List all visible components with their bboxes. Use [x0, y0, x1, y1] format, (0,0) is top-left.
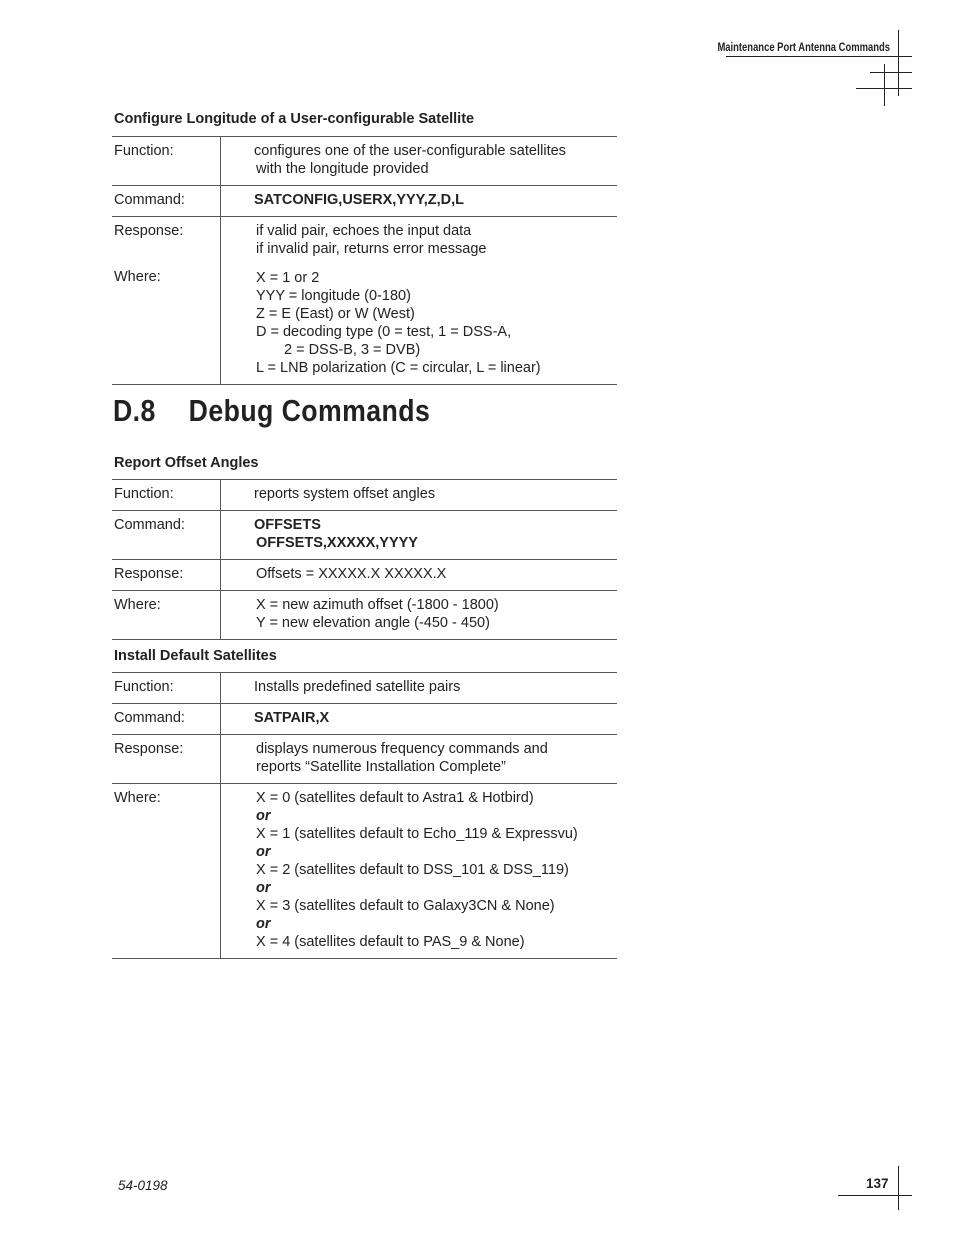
configure-table: [112, 136, 617, 385]
row-value: Offsets = XXXXX.X XXXXX.X: [256, 566, 447, 582]
row-value: configures one of the user-configurable satellites with the longitude provided: [254, 143, 566, 177]
row-label: Function:: [112, 137, 221, 185]
row-value: X = 0 (satellites default to Astra1 & Hotbird) or X = 1 (satellites default to Echo_119 & Expressvu) or X = 2 (satellites default to DSS_101 & DSS_119) or X = 3 (satellites default to Galaxy3CN & None) or X = 4 (satellites default to PAS_9 & None): [256, 790, 578, 950]
command-row: [112, 186, 617, 217]
page-number: 137: [866, 1176, 889, 1191]
install-section-title: Install Default Satellites: [114, 648, 277, 664]
section-heading: [113, 393, 430, 429]
document-number: 54-0198: [118, 1178, 168, 1193]
offset-table: [112, 479, 617, 640]
command-value: SATCONFIG,USERX,YYY,Z,D,L: [254, 192, 465, 208]
running-header: Maintenance Port Antenna Commands: [717, 42, 890, 54]
function-row: [112, 480, 617, 511]
function-row: [112, 137, 617, 186]
configure-section-title: Configure Longitude of a User-configurable Satellite: [114, 111, 475, 127]
offset-section-title: Report Offset Angles: [114, 455, 259, 471]
section-heading-title: Debug Commands: [188, 393, 431, 428]
where-row: [112, 784, 617, 959]
command-value: OFFSETS OFFSETS,XXXXX,YYYY: [254, 517, 418, 551]
row-label: Response:: [112, 735, 221, 783]
section-number: D.8: [113, 393, 156, 428]
row-label: Where:: [112, 591, 221, 639]
where-row: [112, 591, 617, 640]
function-row: [112, 673, 617, 704]
response-row: [112, 560, 617, 591]
row-label: Where:: [112, 784, 221, 958]
row-label: Response:: [112, 560, 221, 590]
row-label: Command:: [112, 186, 221, 216]
install-table: [112, 672, 617, 959]
row-value: displays numerous frequency commands and reports “Satellite Installation Complete”: [256, 741, 548, 775]
row-label: Function:: [112, 480, 221, 510]
response-row: [112, 735, 617, 784]
row-value: Installs predefined satellite pairs: [254, 679, 461, 695]
row-label: Command:: [112, 704, 221, 734]
row-label: Function:: [112, 673, 221, 703]
response-where-row: [112, 217, 617, 385]
command-row: [112, 511, 617, 560]
command-row: [112, 704, 617, 735]
row-value: X = new azimuth offset (-1800 - 1800) Y = new elevation angle (-450 - 450): [256, 597, 499, 631]
row-label: Command:: [112, 511, 221, 559]
command-value: SATPAIR,X: [254, 710, 330, 726]
row-value: if valid pair, echoes the input data if invalid pair, returns error message X = 1 or 2 YYY = longitude (0-180) Z = E (East) or W (West) D = decoding type (0 = test, 1 = DSS-A, 2 = DSS-B, 3 = DVB) L = LNB polarization (C = circular, L = linear): [256, 223, 541, 376]
row-value: reports system offset angles: [254, 486, 436, 502]
row-label: Response: Where:: [112, 217, 221, 384]
